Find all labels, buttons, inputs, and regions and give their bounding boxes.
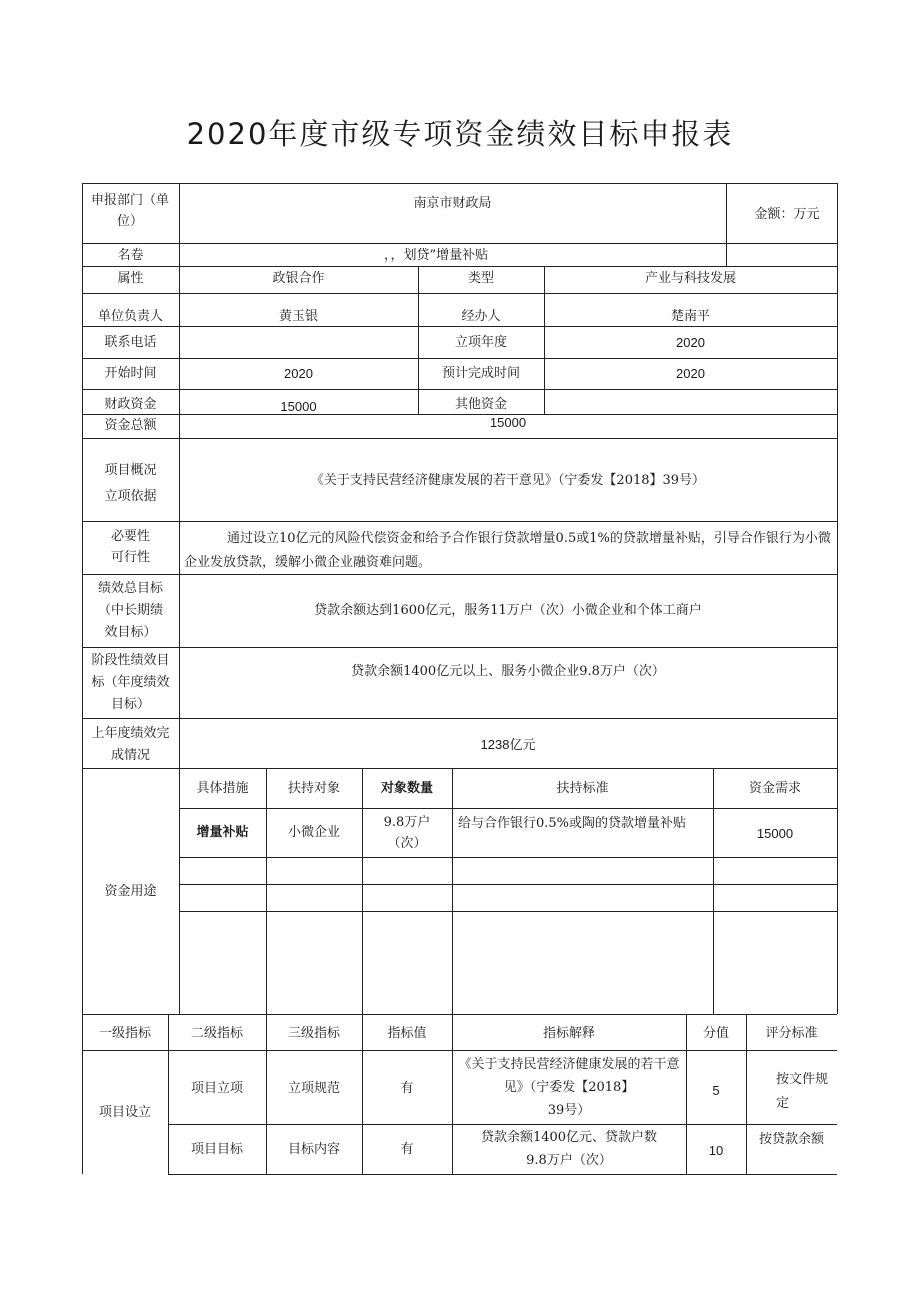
year-value: 2020	[676, 335, 705, 350]
stage-goal-label: 阶段性绩效目 标（年度绩效 目标）	[91, 653, 170, 712]
dept-label: 申报部门（单位）	[90, 193, 169, 229]
year-label: 立项年度	[454, 335, 507, 350]
funds-header-standard: 扶持标准	[556, 781, 609, 796]
leader-label: 单位负责人	[97, 309, 163, 324]
funds-row-count: 9.8万户 （次）	[383, 815, 431, 851]
ind-header-level3: 三级指标	[287, 1026, 340, 1041]
attr-label: 属性	[117, 271, 144, 286]
total-value: 15000	[489, 415, 527, 430]
ind-row1-value: 有	[400, 1081, 414, 1096]
last-year-value: 1238亿元	[480, 737, 536, 752]
type-label: 类型	[467, 271, 494, 286]
start-value: 2020	[284, 366, 313, 381]
page-title: 2020年度市级专项资金绩效目标申报表	[186, 117, 734, 151]
funds-header-count: 对象数量	[380, 781, 433, 796]
total-label: 资金总额	[104, 418, 157, 433]
funds-header-measure: 具体措施	[196, 781, 249, 796]
ind-header-level1: 一级指标	[98, 1026, 151, 1041]
fiscal-value: 15000	[280, 399, 317, 414]
handler-label: 经办人	[461, 309, 501, 324]
fiscal-label: 财政资金	[104, 397, 157, 412]
other-label: 其他资金	[454, 397, 507, 412]
end-value: 2020	[676, 366, 705, 381]
overall-goal-value: 贷款余额达到1600亿元，服务11万户（次）小微企业和个体工商户	[314, 603, 702, 618]
ind-level1-value: 项目设立	[98, 1105, 151, 1120]
overview-label: 项目概况 立项依据	[104, 463, 157, 504]
funds-use-label: 资金用途	[104, 884, 157, 899]
ind-row2-criteria: 按贷款余额	[758, 1132, 824, 1147]
ind-row1-level2: 项目立项	[190, 1081, 243, 1096]
ind-row2-level3: 目标内容	[287, 1142, 340, 1157]
handler-value: 楚南平	[670, 309, 710, 324]
funds-row-demand: 15000	[756, 826, 794, 841]
attr-value: 政银合作	[272, 271, 325, 286]
amount-unit: 金额：万元	[754, 207, 820, 222]
ind-row1-level3: 立项规范	[287, 1081, 340, 1096]
dept-value: 南京市财政局	[413, 196, 492, 211]
ind-header-level2: 二级指标	[190, 1026, 243, 1041]
funds-header-target: 扶持对象	[287, 781, 340, 796]
ind-row1-criteria: 按文件规 定	[776, 1072, 829, 1111]
funds-row-standard: 给与合作银行0.5%或陶的贷款增量补贴	[458, 816, 687, 831]
last-year-label: 上年度绩效完 成情况	[91, 726, 170, 763]
ind-row2-score: 10	[708, 1143, 724, 1158]
phone-label: 联系电话	[104, 335, 157, 350]
name-label: 名卷	[117, 248, 144, 263]
name-value: ，，划贷”增量补贴	[384, 248, 489, 263]
funds-header-demand: 资金需求	[748, 781, 801, 796]
ind-header-explain: 指标解释	[542, 1026, 595, 1041]
ind-header-score: 分值	[702, 1026, 729, 1041]
ind-row2-level2: 项目目标	[190, 1142, 243, 1157]
ind-row1-explain: 《关于支持民营经济健康发展的若干意见》（宁委发【2018】 39号）	[458, 1057, 680, 1118]
ind-row2-value: 有	[400, 1142, 414, 1157]
leader-value: 黄玉银	[278, 309, 318, 324]
stage-goal-value: 贷款余额1400亿元以上、服务小微企业9.8万户（次）	[351, 664, 665, 679]
start-label: 开始时间	[104, 366, 157, 381]
ind-row1-score: 5	[712, 1083, 720, 1098]
overall-goal-label: 绩效总目标 （中长期绩 效目标）	[97, 581, 163, 640]
overview-value: 《关于支持民营经济健康发展的若干意见》（宁委发【2018】39号）	[310, 473, 706, 488]
end-label: 预计完成时间	[441, 366, 520, 381]
funds-row-target: 小微企业	[287, 825, 340, 840]
funds-row-measure: 增量补贴	[196, 825, 249, 840]
ind-header-criteria: 评分标准	[765, 1026, 818, 1041]
ind-row2-explain: 贷款余额1400亿元、贷款户数 9.8万户（次）	[480, 1130, 658, 1168]
type-value: 产业与科技发展	[644, 271, 736, 286]
necessity-label: 必要性 可行性	[110, 529, 150, 565]
ind-header-value: 指标值	[387, 1026, 427, 1041]
necessity-value: 通过设立10亿元的风险代偿资金和给予合作银行贷款增量0.5或1%的贷款增量补贴，引导合作银行为小微企业发放贷款，缓解小微企业融资难问题。	[184, 531, 831, 570]
